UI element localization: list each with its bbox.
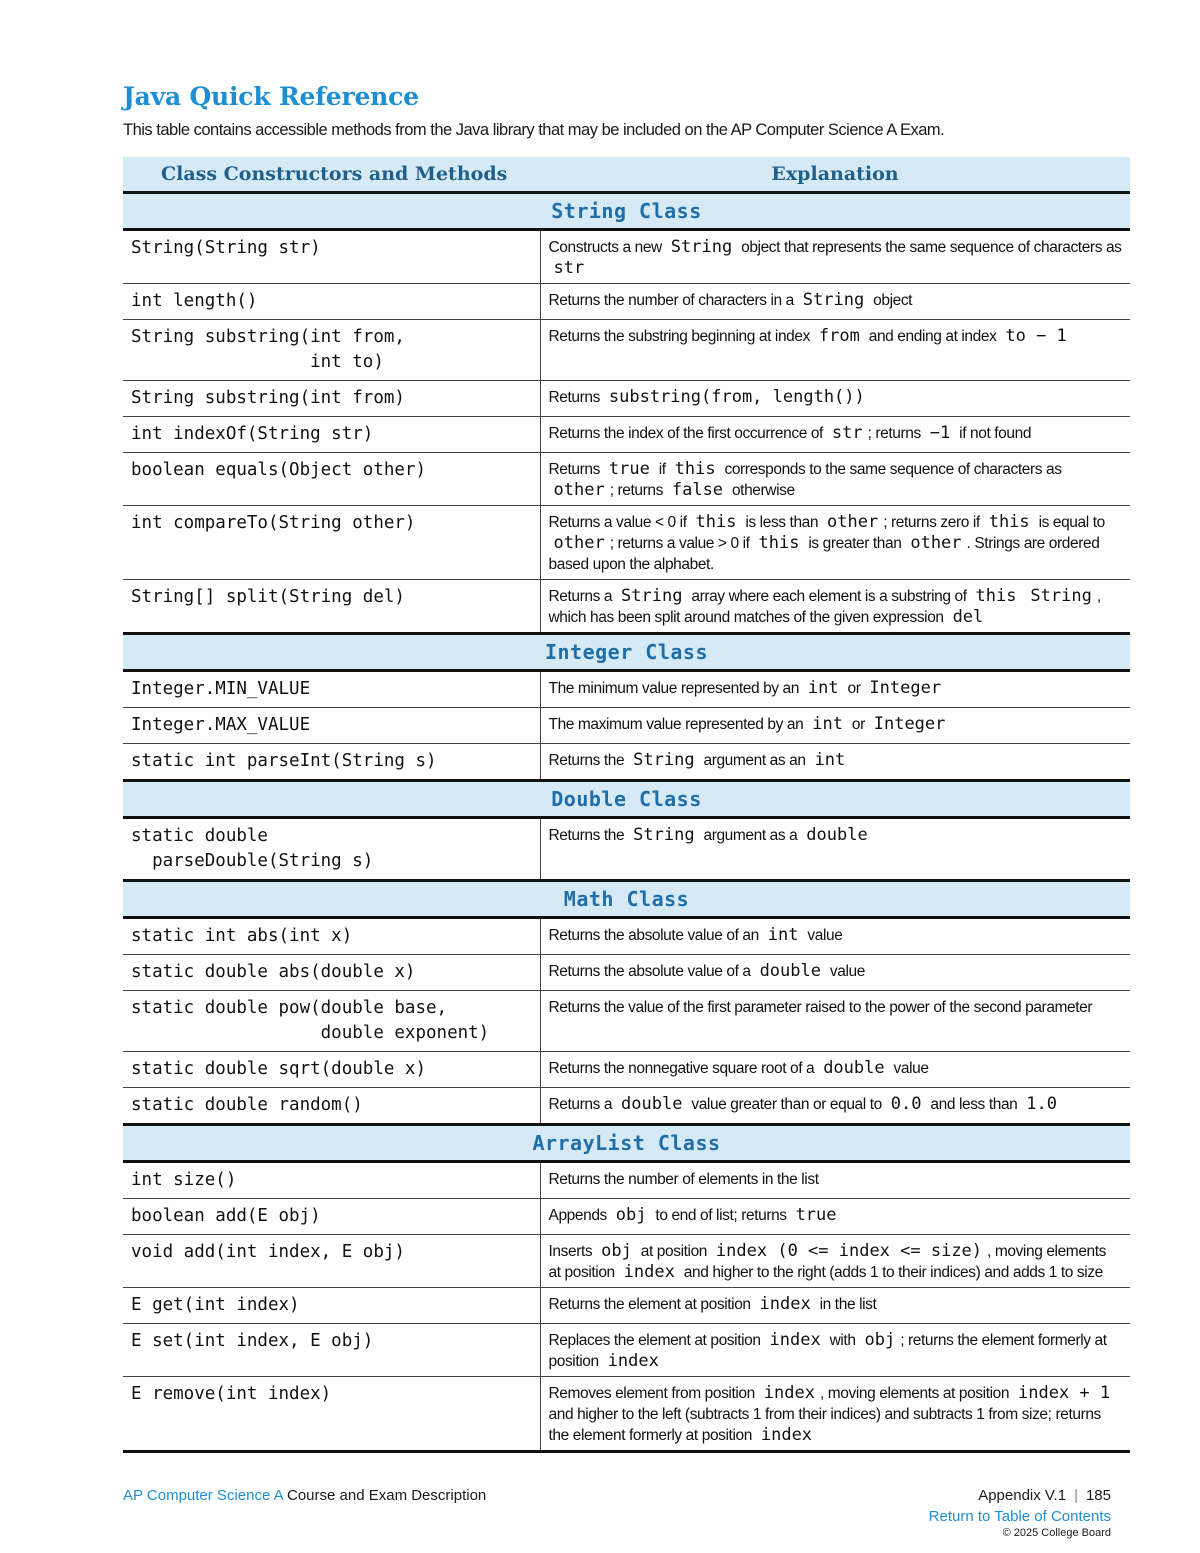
explanation-text: Constructs a new [548, 239, 666, 256]
code-token: String [670, 237, 733, 257]
code-token: double [806, 825, 868, 845]
explanation-text: value greater than or equal to [687, 1096, 886, 1113]
table-row [123, 417, 1130, 453]
code-token: true [608, 459, 650, 479]
method-signature: String substring(int from) [123, 381, 540, 417]
method-explanation [540, 1162, 1130, 1199]
method-explanation [540, 818, 1130, 881]
method-explanation [540, 1377, 1130, 1452]
explanation-text: Returns [548, 461, 604, 478]
table-row [123, 1199, 1130, 1235]
explanation-text: Returns the [548, 752, 629, 769]
table-row [123, 918, 1130, 955]
explanation-text: if not found [955, 425, 1032, 442]
explanation-text: argument as a [699, 827, 802, 844]
method-signature: static int parseInt(String s) [123, 744, 540, 781]
code-token: double [759, 961, 821, 981]
explanation-text: Returns the nonnegative square root of a [548, 1060, 819, 1077]
code-token: true [795, 1205, 837, 1225]
code-token: 1.0 [1026, 1094, 1058, 1114]
page-subtitle: This table contains accessible methods from the Java library that may be included on the AP Computer Science A Exam. [123, 121, 945, 139]
table-row [123, 580, 1130, 634]
code-token: String [802, 290, 865, 310]
explanation-text: . Strings are ordered based upon the alphabet. [548, 535, 1100, 573]
explanation-text: array where each element is a substring of [687, 588, 971, 605]
explanation-text: otherwise [728, 482, 795, 499]
table-body [123, 193, 1130, 1452]
method-signature: int indexOf(String str) [123, 417, 540, 453]
table-row [123, 1324, 1130, 1377]
explanation-text: object that represents the same sequence of characters as [737, 239, 1122, 256]
java-reference-table [123, 157, 1130, 1453]
code-token: Integer [869, 678, 942, 698]
explanation-text: Returns the element at position [548, 1296, 755, 1313]
explanation-text: is greater than [804, 535, 906, 552]
code-token: index [769, 1330, 821, 1350]
method-explanation [540, 671, 1130, 708]
code-token: to − 1 [1005, 326, 1067, 346]
footer-page-info: Appendix V.1 | 185 [978, 1487, 1111, 1504]
explanation-text: with [825, 1332, 860, 1349]
code-token: String [621, 586, 683, 606]
explanation-text: Returns the absolute value of an [548, 927, 763, 944]
code-token: double [621, 1094, 683, 1114]
explanation-text: to end of list; returns [651, 1207, 791, 1224]
method-explanation [540, 381, 1130, 417]
method-explanation [540, 417, 1130, 453]
code-token: index [623, 1262, 675, 1282]
section-title: String Class [123, 193, 1130, 230]
method-explanation [540, 918, 1130, 955]
explanation-text: and higher to the right (adds 1 to their indices) and adds 1 to size [679, 1264, 1103, 1281]
code-token: obj [615, 1205, 647, 1225]
method-explanation [540, 991, 1130, 1052]
code-token: obj [864, 1330, 896, 1350]
code-token: other [553, 480, 605, 500]
footer-course [123, 1487, 486, 1504]
method-explanation [540, 1088, 1130, 1125]
method-signature: static double parseDouble(String s) [123, 818, 540, 881]
explanation-text: , moving elements at position [548, 1243, 1107, 1281]
explanation-text: or [843, 680, 865, 697]
explanation-text: Returns a [548, 1096, 617, 1113]
method-explanation [540, 1324, 1130, 1377]
explanation-text: and higher to the left (subtracts 1 from their indices) and subtracts 1 from size; returns the element formerly at position [548, 1406, 1101, 1444]
page-title: Java Quick Reference [123, 82, 419, 111]
explanation-text: argument as an [699, 752, 810, 769]
explanation-text: object [869, 292, 913, 309]
method-signature: int size() [123, 1162, 540, 1199]
code-token: int [812, 714, 843, 734]
table-row [123, 1377, 1130, 1452]
code-token: this [975, 586, 1017, 606]
page-number: 185 [1085, 1487, 1111, 1504]
method-signature: E remove(int index) [123, 1377, 540, 1452]
code-token: other [910, 533, 962, 553]
method-explanation [540, 955, 1130, 991]
code-token: String [633, 825, 695, 845]
code-token: from [818, 326, 860, 346]
method-explanation [540, 230, 1130, 284]
method-signature: E set(int index, E obj) [123, 1324, 540, 1377]
explanation-text: Replaces the element at position [548, 1332, 765, 1349]
method-explanation [540, 580, 1130, 634]
table-row [123, 991, 1130, 1052]
table-row [123, 1162, 1130, 1199]
table-row [123, 381, 1130, 417]
explanation-text: Returns a [548, 588, 617, 605]
explanation-text: Returns a value < 0 if [548, 514, 691, 531]
table-row [123, 1288, 1130, 1324]
footer-ap-label: AP Computer Science A [123, 1487, 283, 1504]
code-token: index [760, 1425, 813, 1445]
section-header-row [123, 781, 1130, 818]
method-signature: Integer.MAX_VALUE [123, 708, 540, 744]
explanation-text: if [654, 461, 670, 478]
code-token: index + 1 [1018, 1383, 1111, 1403]
method-signature: boolean add(E obj) [123, 1199, 540, 1235]
explanation-text: The maximum value represented by an [548, 716, 808, 733]
method-explanation [540, 1199, 1130, 1235]
method-signature: int compareTo(String other) [123, 506, 540, 580]
method-signature: boolean equals(Object other) [123, 453, 540, 506]
explanation-text: in the list [815, 1296, 877, 1313]
method-explanation [540, 744, 1130, 781]
method-signature: static double abs(double x) [123, 955, 540, 991]
explanation-text: Returns the index of the first occurrence of [548, 425, 827, 442]
explanation-text: The minimum value represented by an [548, 680, 803, 697]
code-token: false [671, 480, 724, 500]
explanation-text: value [889, 1060, 929, 1077]
table-row [123, 320, 1130, 381]
code-token: obj [601, 1241, 632, 1261]
method-explanation [540, 453, 1130, 506]
footer-ced-label: Course and Exam Description [287, 1487, 487, 1504]
explanation-text: Returns the value of the first parameter raised to the power of the second parameter [548, 999, 1093, 1016]
method-signature: static double random() [123, 1088, 540, 1125]
code-token: str [553, 258, 585, 278]
method-explanation [540, 708, 1130, 744]
code-token: String [633, 750, 695, 770]
method-explanation [540, 1052, 1130, 1088]
section-header-row [123, 193, 1130, 230]
section-title: Math Class [123, 881, 1130, 918]
method-explanation [540, 506, 1130, 580]
code-token: double [823, 1058, 885, 1078]
explanation-text: Appends [548, 1207, 611, 1224]
return-to-toc-link[interactable]: Return to Table of Contents [928, 1508, 1111, 1525]
method-signature: int length() [123, 284, 540, 320]
method-signature: static double sqrt(double x) [123, 1052, 540, 1088]
table-row [123, 1052, 1130, 1088]
method-explanation [540, 320, 1130, 381]
section-header-row [123, 881, 1130, 918]
explanation-text: is less than [741, 514, 823, 531]
method-explanation [540, 1235, 1130, 1288]
method-signature: String substring(int from, int to) [123, 320, 540, 381]
explanation-text: , which has been split around matches of the given expression [548, 588, 1101, 626]
explanation-text: Returns the substring beginning at index [548, 328, 814, 345]
explanation-text: and less than [926, 1096, 1022, 1113]
explanation-text: ; returns zero if [883, 514, 984, 531]
copyright: © 2025 College Board [1002, 1527, 1111, 1539]
section-header-row [123, 1125, 1130, 1162]
code-token: −1 [929, 423, 951, 443]
appendix-label: Appendix V.1 [978, 1487, 1067, 1504]
code-token: other [827, 512, 879, 532]
table-row [123, 506, 1130, 580]
explanation-text: Returns the number of characters in a [548, 292, 798, 309]
code-token: int [807, 678, 839, 698]
table-row [123, 1235, 1130, 1288]
code-token: del [952, 607, 984, 627]
table-row [123, 671, 1130, 708]
table-row [123, 708, 1130, 744]
explanation-text: Returns the number of elements in the list [548, 1171, 819, 1188]
section-title: Double Class [123, 781, 1130, 818]
code-token: Integer [873, 714, 946, 734]
code-token: String [1030, 586, 1092, 606]
table-header-row [123, 157, 1130, 193]
code-token: other [553, 533, 605, 553]
section-title: Integer Class [123, 634, 1130, 671]
explanation-text: ; returns a value > 0 if [609, 535, 754, 552]
explanation-text: or [847, 716, 869, 733]
method-signature: void add(int index, E obj) [123, 1235, 540, 1288]
explanation-text: , moving elements at position [819, 1385, 1014, 1402]
method-explanation [540, 284, 1130, 320]
method-signature: static int abs(int x) [123, 918, 540, 955]
table-row [123, 230, 1130, 284]
code-token: index [759, 1294, 811, 1314]
method-signature: Integer.MIN_VALUE [123, 671, 540, 708]
section-header-row [123, 634, 1130, 671]
section-title: ArrayList Class [123, 1125, 1130, 1162]
explanation-text: at position [636, 1243, 711, 1260]
explanation-text: Returns [548, 389, 604, 406]
explanation-text: Inserts [548, 1243, 597, 1260]
code-token: index [763, 1383, 815, 1403]
table-row [123, 284, 1130, 320]
method-signature: String(String str) [123, 230, 540, 284]
table-row [123, 1088, 1130, 1125]
explanation-text: ; returns [609, 482, 667, 499]
table-row [123, 955, 1130, 991]
code-token: this [758, 533, 800, 553]
table-row [123, 453, 1130, 506]
table-row [123, 744, 1130, 781]
explanation-text: is equal to [1034, 514, 1105, 531]
code-token: this [988, 512, 1030, 532]
code-token: int [814, 750, 846, 770]
explanation-text: value [803, 927, 843, 944]
code-token: int [767, 925, 799, 945]
code-token: substring(from, length()) [608, 387, 865, 407]
code-token: index (0 <= index <= size) [715, 1241, 983, 1261]
method-signature: E get(int index) [123, 1288, 540, 1324]
code-token: this [674, 459, 716, 479]
code-token: str [831, 423, 863, 443]
explanation-text: and ending at index [864, 328, 1001, 345]
method-explanation [540, 1288, 1130, 1324]
explanation-text: corresponds to the same sequence of characters as [720, 461, 1062, 478]
explanation-text: Returns the [548, 827, 629, 844]
method-signature: static double pow(double base, double exponent) [123, 991, 540, 1052]
explanation-text: ; returns [867, 425, 925, 442]
table-row [123, 818, 1130, 881]
explanation-text: Removes element from position [548, 1385, 759, 1402]
methods-column-header: Class Constructors and Methods [123, 157, 540, 193]
code-token: index [607, 1351, 659, 1371]
explanation-text: ; returns the element formerly at position [548, 1332, 1107, 1370]
code-token: 0.0 [890, 1094, 922, 1114]
method-signature: String[] split(String del) [123, 580, 540, 634]
explanation-text: value [825, 963, 865, 980]
code-token: this [695, 512, 737, 532]
explanation-column-header: Explanation [540, 157, 1130, 193]
explanation-text: Returns the absolute value of a [548, 963, 755, 980]
